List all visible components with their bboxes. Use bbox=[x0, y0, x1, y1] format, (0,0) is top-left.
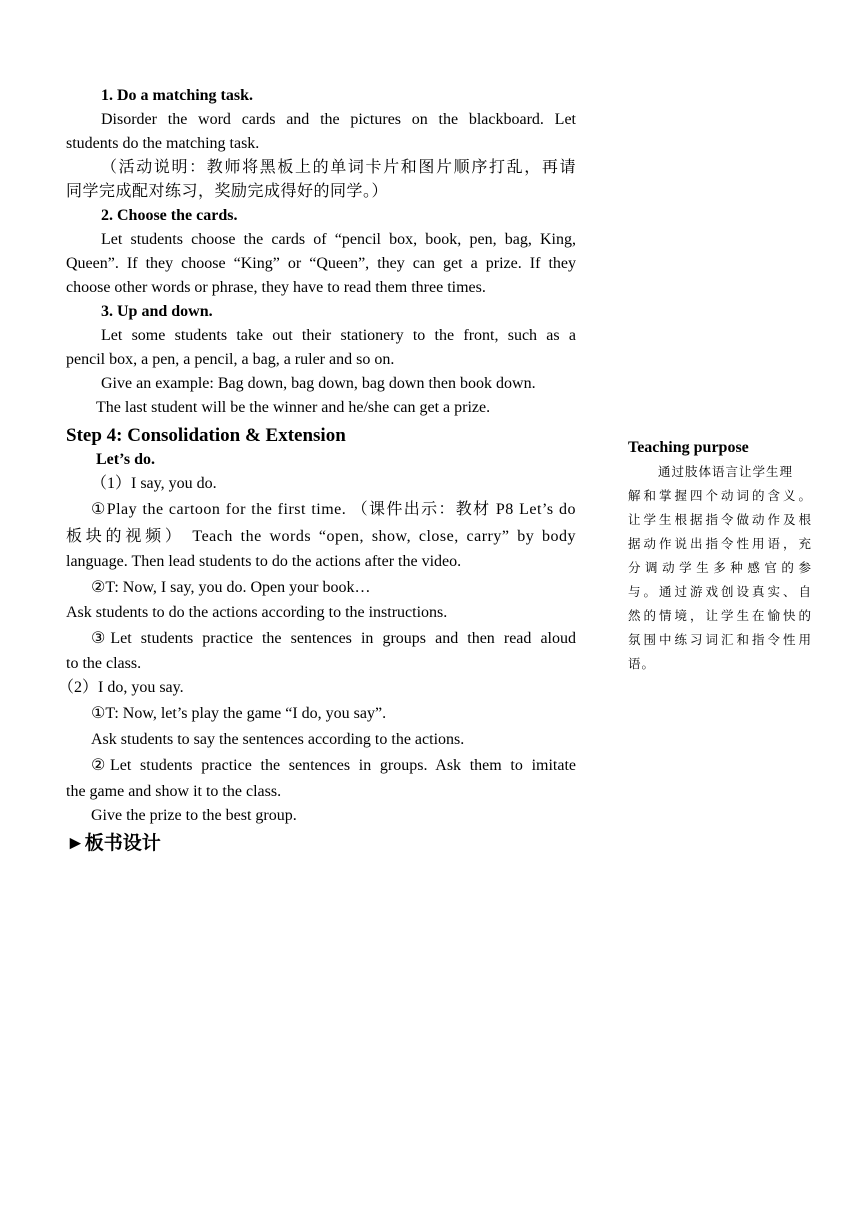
paragraph-line: pencil box, a pen, a pencil, a bag, a ruler and so on. bbox=[66, 351, 395, 368]
paragraph-line: ②T: Now, I say, you do. Open your book… bbox=[91, 579, 371, 596]
paragraph-line: Disorder the word cards and the pictures on the blackboard. Let bbox=[101, 111, 576, 128]
teaching-purpose-line: 据动作说出指令性用语，充 bbox=[628, 537, 812, 551]
teaching-purpose-line: 然的情境，让学生在愉快的 bbox=[628, 609, 812, 623]
paragraph-line: choose other words or phrase, they have to read them three times. bbox=[66, 279, 486, 296]
activity-3-heading: 3. Up and down. bbox=[101, 303, 213, 320]
paragraph-line: Let some students take out their stationery to the front, such as a bbox=[101, 327, 576, 344]
teaching-purpose-line: 解和掌握四个动词的含义。 bbox=[628, 489, 812, 503]
teaching-purpose-title: Teaching purpose bbox=[628, 439, 749, 456]
board-design-heading: ►板书设计 bbox=[66, 833, 161, 854]
teaching-purpose-line: 氛围中练习词汇和指令性用 bbox=[628, 633, 812, 647]
teaching-purpose-line: 与。通过游戏创设真实、自 bbox=[628, 585, 812, 599]
paragraph-line: Ask students to say the sentences according to the actions. bbox=[91, 731, 465, 748]
paragraph-line: Give the prize to the best group. bbox=[91, 807, 297, 824]
teaching-purpose-line: 通过肢体语言让学生理 bbox=[658, 465, 794, 479]
teaching-purpose-sidebar bbox=[628, 436, 812, 676]
activity-2-heading: 2. Choose the cards. bbox=[101, 207, 238, 224]
paragraph-line: Queen”. If they choose “King” or “Queen”, they can get a prize. If they bbox=[66, 255, 576, 272]
subsection-1-heading: （1）I say, you do. bbox=[91, 475, 217, 492]
teaching-purpose-line: 语。 bbox=[628, 657, 656, 671]
paragraph-line: ①Play the cartoon for the first time. （课件出示：教材 P8 Let’s do bbox=[91, 501, 576, 518]
paragraph-line: the game and show it to the class. bbox=[66, 783, 282, 800]
activity-note-line: （活动说明：教师将黑板上的单词卡片和图片顺序打乱，再请 bbox=[101, 159, 576, 176]
paragraph-line: ①T: Now, let’s play the game “I do, you say”. bbox=[91, 705, 387, 722]
paragraph-line: 板块的视频） Teach the words “open, show, close, carry” by body bbox=[66, 528, 576, 545]
activity-1-heading: 1. Do a matching task. bbox=[101, 87, 254, 104]
activity-note-line: 同学完成配对练习，奖励完成得好的同学。） bbox=[66, 183, 389, 200]
subsection-2-heading: （2）I do, you say. bbox=[58, 679, 184, 696]
paragraph-line: Give an example: Bag down, bag down, bag down then book down. bbox=[101, 375, 536, 392]
paragraph-line: students do the matching task. bbox=[66, 135, 260, 152]
paragraph-line: ③Let students practice the sentences in groups and then read aloud bbox=[91, 630, 576, 647]
paragraph-line: language. Then lead students to do the actions after the video. bbox=[66, 553, 462, 570]
teaching-purpose-line: 让学生根据指令做动作及根 bbox=[628, 513, 812, 527]
paragraph-line: ②Let students practice the sentences in groups. Ask them to imitate bbox=[91, 757, 576, 774]
paragraph-line: to the class. bbox=[66, 655, 142, 672]
teaching-purpose-line: 分调动学生多种感官的参 bbox=[628, 561, 812, 575]
lets-do-heading: Let’s do. bbox=[96, 451, 155, 468]
paragraph-line: The last student will be the winner and he/she can get a prize. bbox=[96, 399, 491, 416]
lesson-plan-main-column bbox=[58, 84, 576, 858]
step-4-heading: Step 4: Consolidation & Extension bbox=[66, 425, 346, 446]
paragraph-line: Ask students to do the actions according to the instructions. bbox=[66, 604, 448, 621]
paragraph-line: Let students choose the cards of “pencil box, book, pen, bag, King, bbox=[101, 231, 576, 248]
